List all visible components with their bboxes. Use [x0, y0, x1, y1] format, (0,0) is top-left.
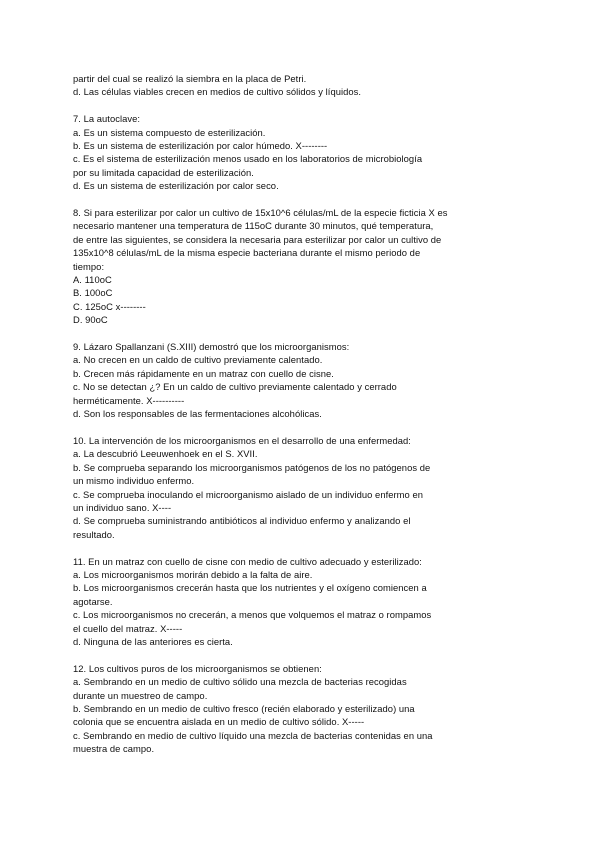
option-a: a. La descubrió Leeuwenhoek en el S. XVII.: [73, 448, 258, 460]
question-text: necesario mantener una temperatura de 115oC durante 30 minutos, qué temperatura,: [73, 220, 434, 232]
option-c-continued: herméticamente. X----------: [73, 394, 185, 406]
text-line: partir del cual se realizó la siembra en la placa de Petri.: [73, 73, 307, 84]
document-page: [73, 72, 493, 756]
question-text: de entre las siguientes, se considera la necesaria para esterilizar por calor un cultivo de: [73, 233, 442, 245]
question-9: [73, 340, 493, 420]
option-b-continued: colonia que se encuentra aislada en un medio de cultivo sólido. X-----: [73, 716, 365, 728]
question-title: 7. La autoclave:: [73, 113, 140, 125]
option-b-continued: agotarse.: [73, 595, 113, 607]
option-b: b. Crecen más rápidamente en un matraz con cuello de cisne.: [73, 367, 334, 379]
question-10: [73, 434, 493, 541]
option-c: c. Se comprueba inoculando el microorganismo aislado de un individuo enfermo en: [73, 488, 423, 500]
question-title: 8. Si para esterilizar por calor un cultivo de 15x10^6 células/mL de la especie ficticia X es: [73, 207, 448, 219]
option-c: c. Es el sistema de esterilización menos usado en los laboratorios de microbiología: [73, 153, 423, 165]
option-b: B. 100oC: [73, 287, 113, 299]
question-11: [73, 555, 493, 649]
option-b: b. Se comprueba separando los microorganismos patógenos de los no patógenos de: [73, 461, 431, 473]
option-a: a. Los microorganismos morirán debido a la falta de aire.: [73, 568, 313, 580]
option-c-continued: el cuello del matraz. X-----: [73, 622, 183, 634]
option-b: b. Es un sistema de esterilización por calor húmedo. X--------: [73, 140, 328, 152]
text-line: d. Las células viables crecen en medios de cultivo sólidos y líquidos.: [73, 86, 362, 98]
option-a: A. 110oC: [73, 274, 112, 286]
option-b: b. Los microorganismos crecerán hasta que los nutrientes y el oxígeno comiencen a: [73, 582, 427, 594]
option-a-continued: durante un muestreo de campo.: [73, 689, 208, 701]
option-d: d. Ninguna de las anteriores es cierta.: [73, 635, 233, 647]
question-12: [73, 662, 493, 756]
option-c: c. No se detectan ¿? En un caldo de cultivo previamente calentado y cerrado: [73, 381, 397, 393]
question-8: [73, 206, 493, 327]
option-b-continued: un mismo individuo enfermo.: [73, 475, 195, 487]
option-c: C. 125oC x--------: [73, 300, 146, 312]
option-d: d. Se comprueba suministrando antibióticos al individuo enfermo y analizando el: [73, 515, 411, 527]
question-title: 10. La intervención de los microorganismos en el desarrollo de una enfermedad:: [73, 434, 411, 446]
option-a: a. No crecen en un caldo de cultivo previamente calentado.: [73, 354, 323, 366]
option-c-continued: por su limitada capacidad de esterilización.: [73, 166, 254, 178]
question-7: [73, 112, 493, 192]
question-title: 12. Los cultivos puros de los microorganismos se obtienen:: [73, 662, 322, 674]
option-c: c. Sembrando en medio de cultivo líquido una mezcla de bacterias contenidas en una: [73, 729, 433, 741]
question-text: tiempo:: [73, 260, 105, 272]
question-title: 9. Lázaro Spallanzani (S.XIII) demostró que los microorganismos:: [73, 341, 350, 353]
option-d: d. Son los responsables de las fermentaciones alcohólicas.: [73, 408, 322, 420]
option-a: a. Es un sistema compuesto de esterilización.: [73, 126, 266, 138]
intro-block: [73, 72, 493, 99]
option-d-continued: resultado.: [73, 528, 115, 540]
option-a: a. Sembrando en un medio de cultivo sólido una mezcla de bacterias recogidas: [73, 676, 407, 688]
option-d: D. 90oC: [73, 314, 108, 326]
option-d: d. Es un sistema de esterilización por calor seco.: [73, 180, 279, 192]
option-c-continued: un individuo sano. X----: [73, 501, 172, 513]
option-c-continued: muestra de campo.: [73, 743, 155, 755]
option-b: b. Sembrando en un medio de cultivo fresco (recién elaborado y esterilizado) una: [73, 703, 415, 714]
option-c: c. Los microorganismos no crecerán, a menos que volquemos el matraz o rompamos: [73, 609, 432, 621]
question-text: 135x10^8 células/mL de la misma especie bacteriana durante el mismo periodo de: [73, 247, 421, 259]
question-title: 11. En un matraz con cuello de cisne con medio de cultivo adecuado y esterilizado:: [73, 555, 422, 567]
